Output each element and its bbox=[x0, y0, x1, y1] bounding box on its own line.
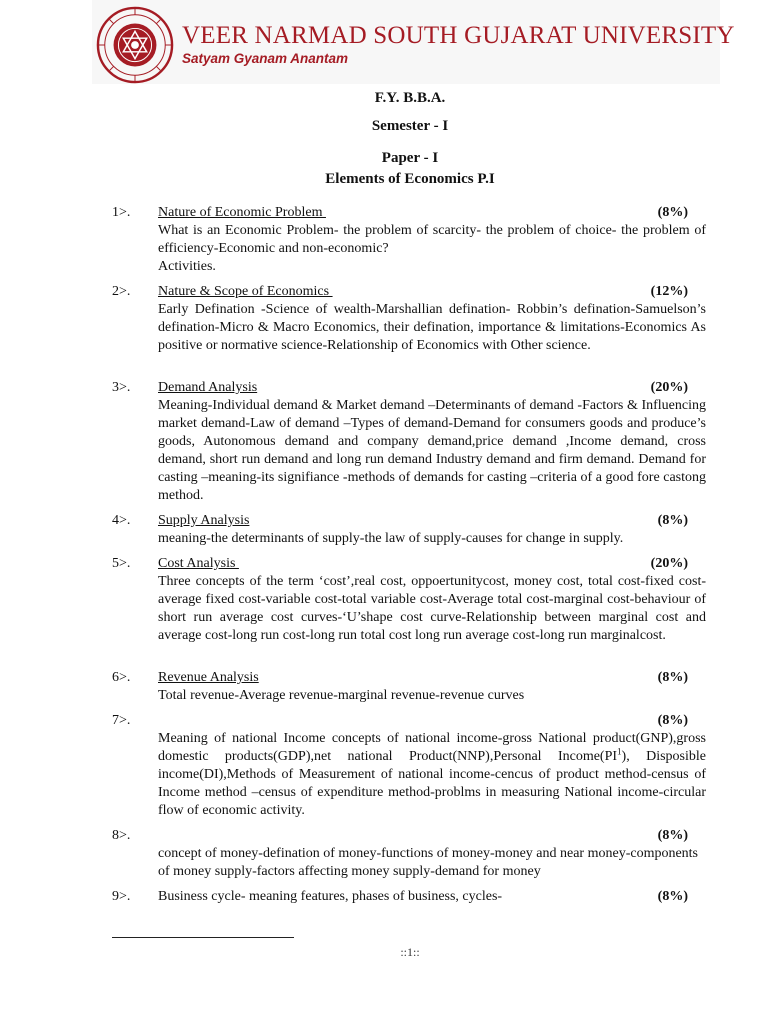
item-description: Early Defination -Science of wealth-Marshallian defination- Robbin’s defination-Samuelson’s defination-Micro & Macro Economics, their defination, importance & limitations-Economics As positive or normative science-Relationship of Economics with Other science. bbox=[158, 302, 706, 353]
item-weight: (20%) bbox=[650, 556, 688, 571]
item-number: 4>. bbox=[112, 513, 131, 528]
item-weight: (8%) bbox=[657, 670, 688, 685]
item-topic: Cost Analysis bbox=[158, 556, 239, 571]
item-extra: Activities. bbox=[158, 259, 216, 274]
item-weight: (8%) bbox=[657, 713, 688, 728]
item-weight: (12%) bbox=[650, 284, 688, 299]
page-number: ::1:: bbox=[400, 945, 420, 959]
item-topic: Demand Analysis bbox=[158, 380, 258, 395]
item-weight: (8%) bbox=[657, 513, 688, 528]
paper-title: Paper - I bbox=[381, 150, 439, 166]
item-weight: (8%) bbox=[657, 205, 688, 220]
university-name: VEER NARMAD SOUTH GUJARAT UNIVERSITY bbox=[182, 22, 735, 49]
item-number: 6>. bbox=[112, 670, 131, 685]
item-weight: (20%) bbox=[650, 380, 688, 395]
item-weight: (8%) bbox=[657, 889, 688, 904]
item-topic: Nature of Economic Problem bbox=[158, 205, 326, 220]
item-description: Business cycle- meaning features, phases of business, cycles- bbox=[158, 889, 503, 904]
item-topic: Supply Analysis bbox=[158, 513, 250, 528]
item-description: What is an Economic Problem- the problem of scarcity- the problem of choice- the problem of efficiency-Economic and non-economic? Activities. bbox=[158, 223, 706, 274]
item-description: Total revenue-Average revenue-marginal revenue-revenue curves bbox=[158, 688, 525, 703]
item-number: 3>. bbox=[112, 380, 131, 395]
item-number: 5>. bbox=[112, 556, 131, 571]
item-description: Three concepts of the term ‘cost’,real cost, oppoertunitycost, money cost, total cost-fixed cost-average fixed cost-variable cost-total variable cost-Average total cost-marginal cost-behaviour of short run average cost curves-‘U’shape cost curve-Relationship between marginal cost and average cost-long run cost-long run total cost long run average cost-long run marginalcost. bbox=[158, 574, 706, 643]
item-description: Meaning of national Income concepts of national income-gross National product(GNP),gross domestic products(GDP),net national Product(NNP),Personal $Income(PI^1)$, Disposible income(DI),Methods of Measurement of national income-cencus of product method-census of Income method –census of expenditure method-problms in measuring National income-circular flow of economic activity. bbox=[158, 731, 706, 818]
footnote-separator bbox=[112, 937, 294, 938]
footnote-marker: 1 bbox=[617, 746, 622, 757]
university-motto: Satyam Gyanam Anantam bbox=[182, 51, 349, 66]
course-title: F.Y. B.B.A. bbox=[374, 90, 446, 106]
item-number: 8>. bbox=[112, 828, 131, 843]
item-description: concept of money-defination of money-functions of money-money and near money-components of money supply-factors affecting money supply-demand for money bbox=[158, 846, 699, 879]
item-topic: Revenue Analysis bbox=[158, 670, 259, 685]
item-weight: (8%) bbox=[657, 828, 688, 843]
item-number: 2>. bbox=[112, 284, 131, 299]
item-number: 9>. bbox=[112, 889, 131, 904]
item-number: 7>. bbox=[112, 713, 131, 728]
item-description: Meaning-Individual demand & Market demand –Determinants of demand -Factors & Influencing market demand-Law of demand –Types of demand-Demand for consumers goods and produce’s goods, Autonomous demand and company demand,price demand ,Income demand, cross demand, short run demand and long run demand Industry demand and firm demand. Demand for casting –meaning-its signifiance -methods of demands for casting –criteria of a good fore castong method. bbox=[158, 398, 706, 503]
item-topic: Nature & Scope of Economics bbox=[158, 284, 333, 299]
semester-title: Semester - I bbox=[371, 118, 449, 134]
university-seal-logo bbox=[96, 6, 174, 84]
item-description: meaning-the determinants of supply-the law of supply-causes for change in supply. bbox=[158, 531, 624, 546]
subject-title: Elements of Economics P.I bbox=[325, 171, 495, 187]
item-number: 1>. bbox=[112, 205, 131, 220]
